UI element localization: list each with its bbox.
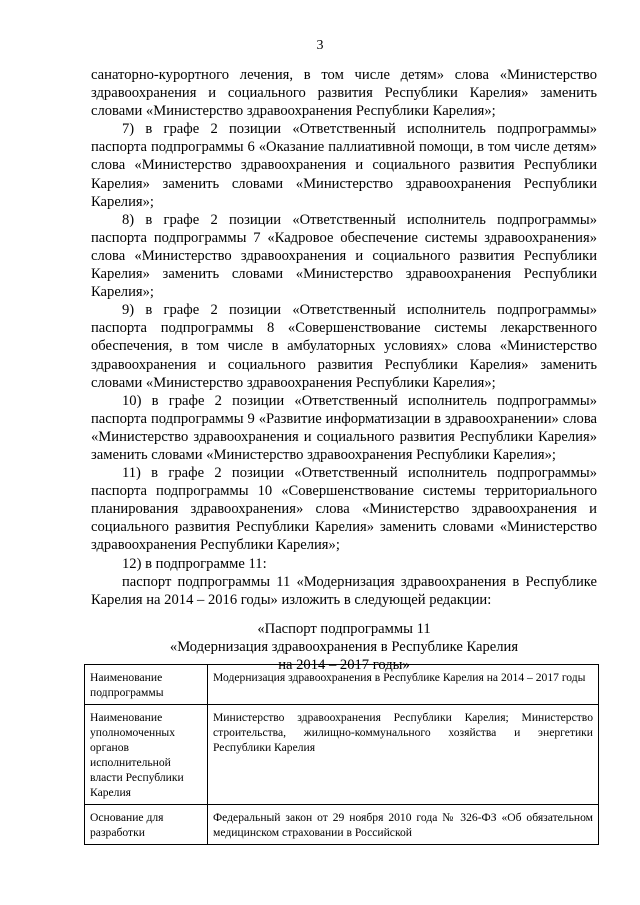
row-name-cell: Основание для разработки [85,805,208,845]
passport-title-line-1: «Паспорт подпрограммы 11 [257,621,431,637]
passport-title-line-3: на 2014 – 2017 годы» [278,657,410,673]
table-row [85,805,599,845]
paragraph-item-11: 11) в графе 2 позиции «Ответственный исполнитель подпрограммы» паспорта подпрограммы 10 «Совершенствование системы территориального планирования здравоохранения» слова «Министерство здравоохранения и социального развития Республики Карелия» заменить словами «Министерство здравоохранения Республики Карелия»; [91,465,597,554]
passport-table [84,664,599,845]
document-body [91,66,597,609]
row-value-cell: Модернизация здравоохранения в Республике Карелия на 2014 – 2017 годы [208,665,599,705]
paragraph-item-10: 10) в графе 2 позиции «Ответственный исполнитель подпрограммы» паспорта подпрограммы 9 «Развитие информатизации в здравоохранении» слова «Министерство здравоохранения и социального развития Республики Карелия» заменить словами «Министерство здравоохранения Республики Карелия»; [91,392,597,463]
table-row [85,705,599,805]
paragraph-item-9: 9) в графе 2 позиции «Ответственный исполнитель подпрограммы» паспорта подпрограммы 8 «Совершенствование системы лекарственного обеспечения, в том числе в амбулаторных условиях» слова «Министерство здравоохранения и социального развития Республики Карелия» заменить словами «Министерство здравоохранения Республики Карелия»; [91,302,597,391]
row-name-cell: Наименование уполномоченных органов исполнительной власти Республики Карелия [85,705,208,805]
row-name-cell: Наименование подпрограммы [85,665,208,705]
row-value-cell: Министерство здравоохранения Республики Карелия; Министерство строительства, жилищно-коммунального хозяйства и энергетики Республики Карелия [208,705,599,805]
row-value-cell: Федеральный закон от 29 ноября 2010 года № 326-ФЗ «Об обязательном медицинском страховании в Российской [208,805,599,845]
paragraph-passport-intro: паспорт подпрограммы 11 «Модернизация здравоохранения в Республике Карелия на 2014 – 2016 годы» изложить в следующей редакции: [91,573,597,608]
paragraph-item-7: 7) в графе 2 позиции «Ответственный исполнитель подпрограммы» паспорта подпрограммы 6 «Оказание паллиативной помощи, в том числе детям» слова «Министерство здравоохранения и социального развития Республики Карелия» заменить словами «Министерство здравоохранения Республики Карелия»; [91,121,597,210]
paragraph-item-12: 12) в подпрограмме 11: [122,555,267,572]
passport-title-line-2: «Модернизация здравоохранения в Республике Карелия [169,639,519,655]
page-number: 3 [316,38,324,53]
table-row [85,665,599,705]
paragraph-item-8: 8) в графе 2 позиции «Ответственный исполнитель подпрограммы» паспорта подпрограммы 7 «Кадровое обеспечение системы здравоохранения» слова «Министерство здравоохранения и социального развития Республики Карелия» заменить словами «Министерство здравоохранения Республики Карелия»; [91,211,597,301]
paragraph-continuation: санаторно-курортного лечения, в том числе детям» слова «Министерство здравоохранения и социального развития Республики Карелия» заменить словами «Министерство здравоохранения Республики Карелия»; [91,67,597,120]
